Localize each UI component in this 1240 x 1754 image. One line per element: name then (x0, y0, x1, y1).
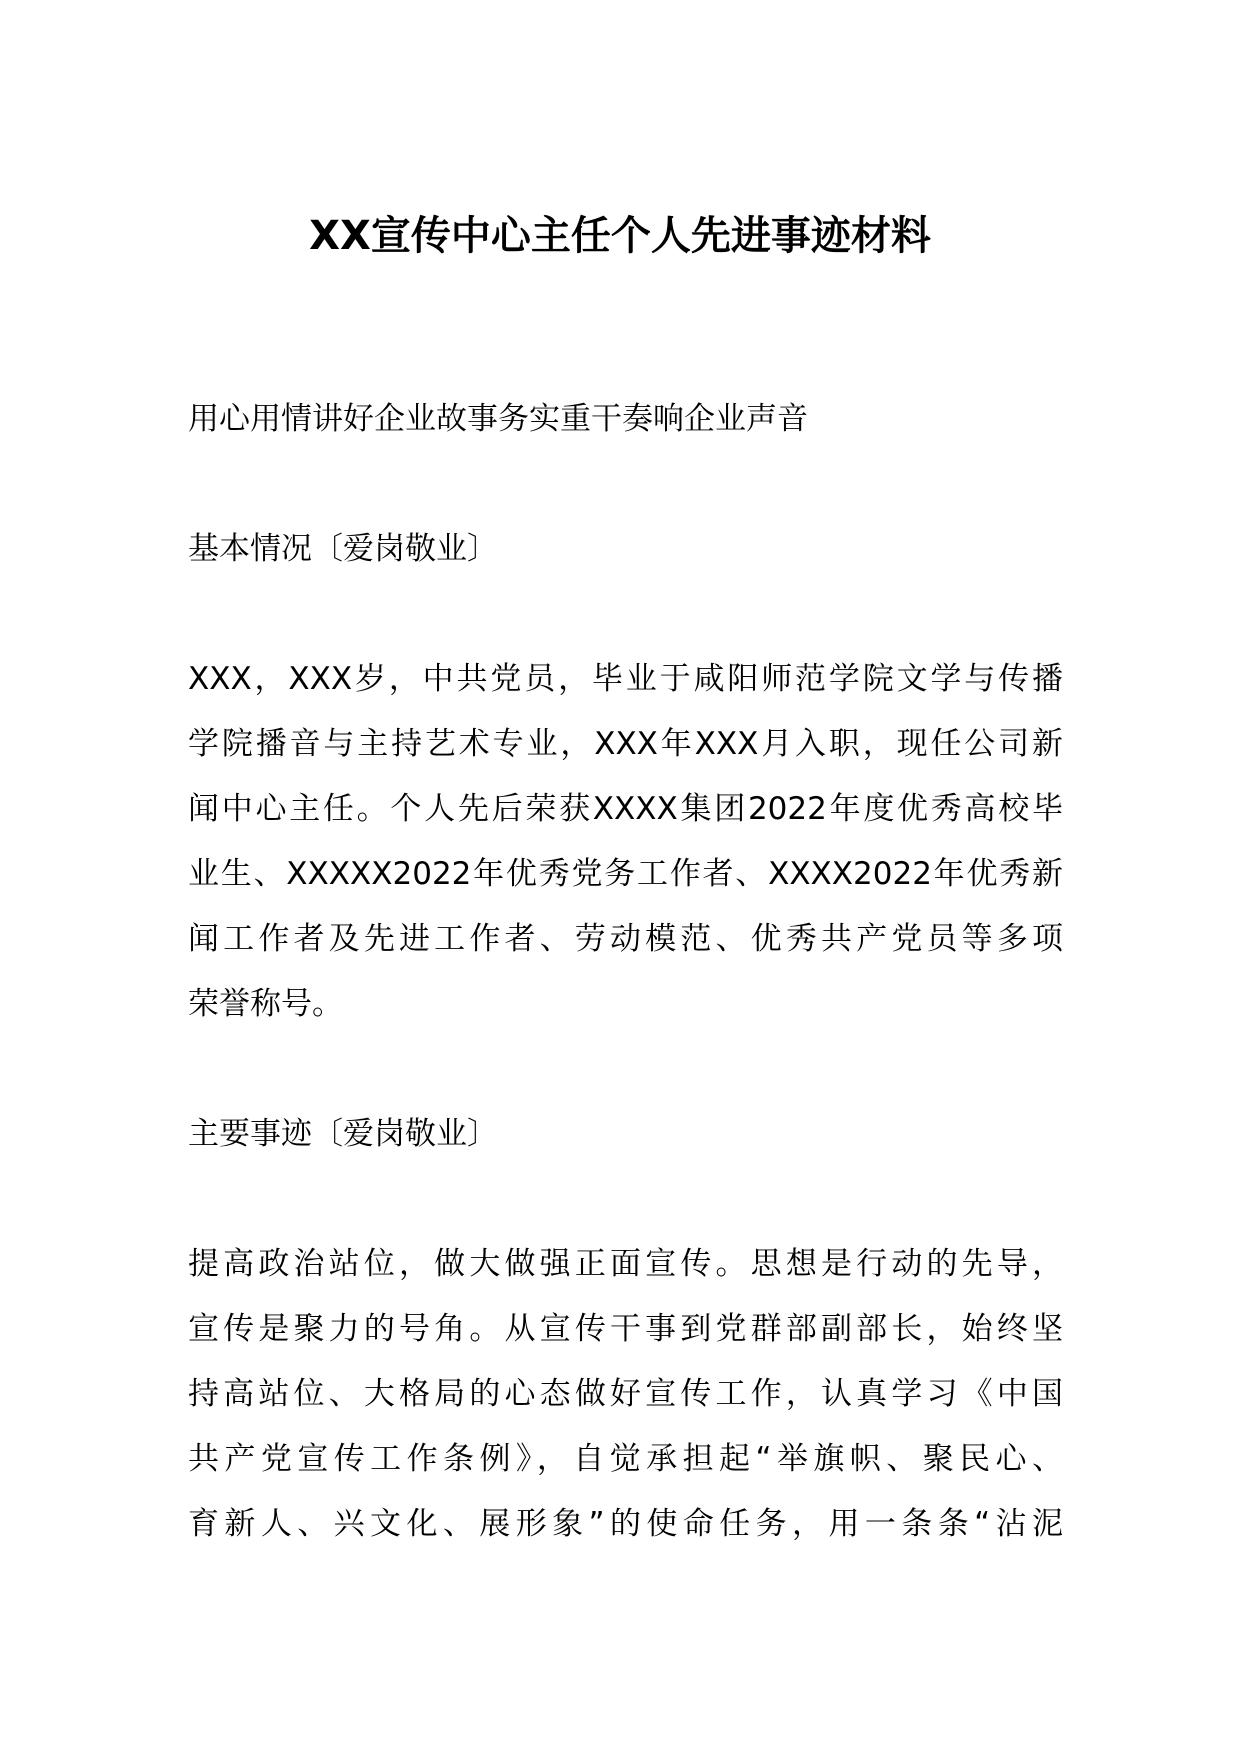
paragraph-line: 持高站位、大格局的心态做好宣传工作，认真学习《中国 (188, 1376, 1063, 1412)
paragraph-line: 宣传是聚力的号角。从宣传干事到党群部副部长，始终坚 (188, 1311, 1063, 1347)
paragraph-line: 闻中心主任。个人先后荣获XXXX集团2022年度优秀高校毕 (188, 791, 1063, 827)
document-title: XX宣传中心主任个人先进事迹材料 (309, 213, 931, 259)
paragraph-line: 闻工作者及先进工作者、劳动模范、优秀共产党员等多项 (188, 921, 1063, 957)
paragraph-main-deeds (188, 1232, 1063, 1557)
paragraph-line: 育新人、兴文化、展形象”的使命任务，用一条条“沾泥 (188, 1506, 1063, 1542)
paragraph-line: 学院播音与主持艺术专业，XXX年XXX月入职，现任公司新 (188, 726, 1063, 762)
section-heading-basic-info: 基本情况〔爱岗敬业〕 (188, 531, 498, 567)
paragraph-line: 提高政治站位，做大做强正面宣传。思想是行动的先导， (188, 1246, 1063, 1282)
paragraph-basic-info (188, 647, 1063, 1037)
section-heading-main-deeds: 主要事迹〔爱岗敬业〕 (188, 1116, 498, 1152)
paragraph-line: XXX，XXX岁，中共党员，毕业于咸阳师范学院文学与传播 (188, 661, 1063, 697)
paragraph-line: 荣誉称号。 (188, 986, 343, 1022)
document-body (188, 387, 1063, 1557)
paragraph-line: 业生、XXXXX2022年优秀党务工作者、XXXX2022年优秀新 (188, 856, 1063, 892)
paragraph-line: 共产党宣传工作条例》，自觉承担起“举旗帜、聚民心、 (188, 1441, 1063, 1477)
subtitle: 用心用情讲好企业故事务实重干奏响企业声音 (188, 401, 808, 437)
